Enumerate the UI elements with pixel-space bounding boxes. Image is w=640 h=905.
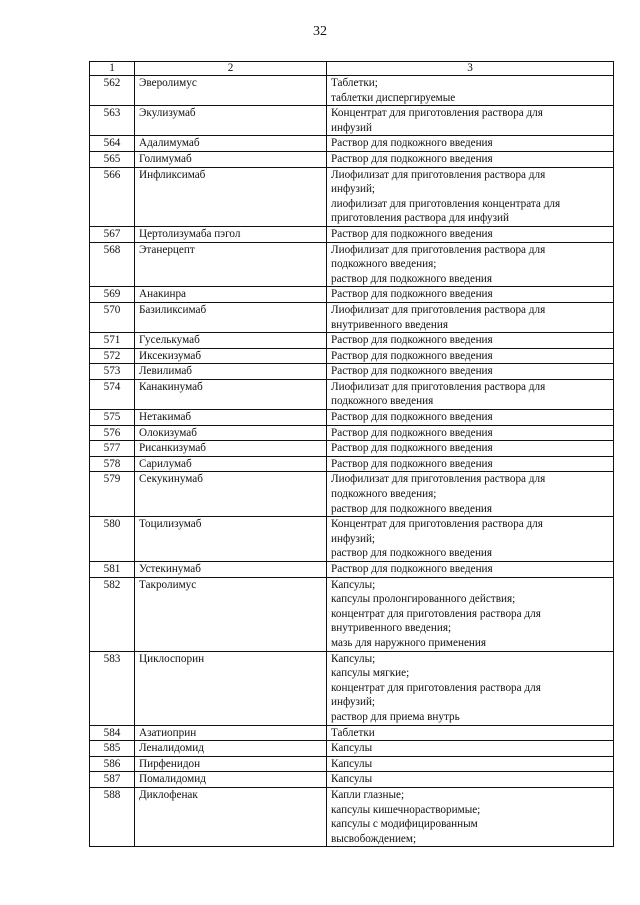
table-row xyxy=(90,242,614,287)
row-number: 586 xyxy=(90,756,135,772)
dosage-form-line: Лиофилизат для приготовления раствора для xyxy=(331,303,546,316)
row-number: 583 xyxy=(90,651,135,725)
table-body xyxy=(90,76,614,847)
dosage-form-line: капсулы пролонгированного действия; xyxy=(331,593,516,606)
dosage-forms xyxy=(327,441,614,457)
drug-name: Диклофенак xyxy=(135,787,327,846)
page-number: 32 xyxy=(313,24,327,39)
dosage-form-line: подкожного введения xyxy=(331,395,434,408)
dosage-forms xyxy=(327,410,614,426)
table-row xyxy=(90,287,614,303)
dosage-forms xyxy=(327,472,614,517)
drug-name: Анакинра xyxy=(135,287,327,303)
dosage-forms xyxy=(327,333,614,349)
drug-name: Пирфенидон xyxy=(135,756,327,772)
dosage-form-line: Таблетки; xyxy=(331,77,378,89)
drug-name: Адалимумаб xyxy=(135,136,327,152)
dosage-form-line: раствор для подкожного введения xyxy=(331,547,493,560)
drug-name: Канакинумаб xyxy=(135,379,327,409)
drug-name: Циклоспорин xyxy=(135,651,327,725)
dosage-form-line: Раствор для подкожного введения xyxy=(331,152,493,165)
dosage-forms xyxy=(327,741,614,757)
dosage-form-line: капсулы с модифицированным xyxy=(331,818,478,831)
drug-name: Леналидомид xyxy=(135,741,327,757)
table-row xyxy=(90,577,614,651)
dosage-form-line: Раствор для подкожного введения xyxy=(331,288,493,301)
dosage-forms xyxy=(327,787,614,846)
table-row xyxy=(90,348,614,364)
drug-name: Голимумаб xyxy=(135,151,327,167)
table-row xyxy=(90,472,614,517)
row-number: 582 xyxy=(90,577,135,651)
dosage-forms xyxy=(327,302,614,332)
drug-name: Сарилумаб xyxy=(135,456,327,472)
dosage-forms xyxy=(327,756,614,772)
column-header-number: 1 xyxy=(90,62,135,76)
row-number: 564 xyxy=(90,136,135,152)
row-number: 563 xyxy=(90,106,135,136)
dosage-form-line: Концентрат для приготовления раствора для xyxy=(331,107,543,120)
table-row xyxy=(90,725,614,741)
dosage-forms xyxy=(327,226,614,242)
dosage-forms xyxy=(327,425,614,441)
dosage-form-line: Раствор для подкожного введения xyxy=(331,349,493,362)
row-number: 567 xyxy=(90,226,135,242)
dosage-form-line: Раствор для подкожного введения xyxy=(331,137,493,150)
drug-name: Левилимаб xyxy=(135,364,327,380)
column-header-name: 2 xyxy=(135,62,327,76)
dosage-form-line: концентрат для приготовления раствора для xyxy=(331,607,541,620)
dosage-form-line: Раствор для подкожного введения xyxy=(331,334,493,347)
drug-name: Эверолимус xyxy=(135,76,327,106)
dosage-form-line: Раствор для подкожного введения xyxy=(331,365,493,378)
dosage-form-line: концентрат для приготовления раствора для xyxy=(331,681,541,694)
dosage-form-line: высвобождением; xyxy=(331,832,417,845)
drug-name: Нетакимаб xyxy=(135,410,327,426)
drug-name: Тоцилизумаб xyxy=(135,517,327,562)
dosage-form-line: Лиофилизат для приготовления раствора для xyxy=(331,473,546,486)
row-number: 577 xyxy=(90,441,135,457)
dosage-form-line: мазь для наружного применения xyxy=(331,636,487,649)
table-header-row xyxy=(90,62,614,76)
dosage-form-line: внутривенного введения xyxy=(331,318,449,331)
table-row xyxy=(90,333,614,349)
dosage-form-line: капсулы кишечнорастворимые; xyxy=(331,803,481,816)
table-row xyxy=(90,106,614,136)
table-row xyxy=(90,756,614,772)
dosage-form-line: Концентрат для приготовления раствора для xyxy=(331,518,543,531)
dosage-forms xyxy=(327,577,614,651)
dosage-form-line: Раствор для подкожного введения xyxy=(331,563,493,575)
dosage-form-line: Капли глазные; xyxy=(331,788,405,801)
dosage-form-line: инфузий; xyxy=(331,696,376,709)
dosage-form-line: Капсулы xyxy=(331,773,373,786)
drug-name: Рисанкизумаб xyxy=(135,441,327,457)
dosage-forms xyxy=(327,725,614,741)
dosage-form-line: Лиофилизат для приготовления раствора для xyxy=(331,380,546,393)
dosage-forms xyxy=(327,379,614,409)
dosage-forms xyxy=(327,167,614,226)
drug-name: Такролимус xyxy=(135,577,327,651)
drug-name: Иксекизумаб xyxy=(135,348,327,364)
row-number: 580 xyxy=(90,517,135,562)
table-row xyxy=(90,364,614,380)
drug-name: Азатиоприн xyxy=(135,725,327,741)
dosage-form-line: приготовления раствора для инфузий xyxy=(331,212,509,225)
row-number: 581 xyxy=(90,562,135,578)
table-row xyxy=(90,425,614,441)
table-row xyxy=(90,379,614,409)
drug-name: Устекинумаб xyxy=(135,562,327,578)
dosage-form-line: лиофилизат для приготовления концентрата для xyxy=(331,197,561,210)
dosage-form-line: капсулы мягкие; xyxy=(331,667,410,680)
table-row xyxy=(90,410,614,426)
table-row xyxy=(90,76,614,106)
row-number: 585 xyxy=(90,741,135,757)
row-number: 562 xyxy=(90,76,135,106)
row-number: 572 xyxy=(90,348,135,364)
dosage-form-line: Капсулы xyxy=(331,742,373,755)
dosage-forms xyxy=(327,151,614,167)
dosage-form-line: раствор для приема внутрь xyxy=(331,710,460,723)
dosage-form-line: Лиофилизат для приготовления раствора для xyxy=(331,243,546,256)
row-number: 565 xyxy=(90,151,135,167)
dosage-forms xyxy=(327,348,614,364)
row-number: 578 xyxy=(90,456,135,472)
row-number: 587 xyxy=(90,772,135,788)
row-number: 570 xyxy=(90,302,135,332)
row-number: 588 xyxy=(90,787,135,846)
dosage-forms xyxy=(327,136,614,152)
dosage-form-line: Раствор для подкожного введения xyxy=(331,442,493,455)
table-row xyxy=(90,302,614,332)
dosage-form-line: внутривенного введения; xyxy=(331,622,452,635)
dosage-forms xyxy=(327,651,614,725)
dosage-form-line: Раствор для подкожного введения xyxy=(331,426,493,439)
dosage-forms xyxy=(327,456,614,472)
dosage-form-line: подкожного введения; xyxy=(331,488,437,501)
row-number: 566 xyxy=(90,167,135,226)
table-row xyxy=(90,226,614,242)
dosage-form-line: инфузий; xyxy=(331,183,376,196)
dosage-form-line: Капсулы; xyxy=(331,652,376,665)
dosage-form-line: Лиофилизат для приготовления раствора для xyxy=(331,168,546,181)
dosage-form-line: инфузий xyxy=(331,121,372,134)
drug-name: Экулизумаб xyxy=(135,106,327,136)
dosage-form-line: Капсулы xyxy=(331,757,373,770)
row-number: 576 xyxy=(90,425,135,441)
drug-table xyxy=(89,61,614,847)
drug-name: Инфликсимаб xyxy=(135,167,327,226)
row-number: 568 xyxy=(90,242,135,287)
table-row xyxy=(90,651,614,725)
row-number: 584 xyxy=(90,725,135,741)
dosage-forms xyxy=(327,517,614,562)
row-number: 574 xyxy=(90,379,135,409)
drug-name: Помалидомид xyxy=(135,772,327,788)
dosage-forms xyxy=(327,364,614,380)
dosage-forms xyxy=(327,106,614,136)
drug-name: Этанерцепт xyxy=(135,242,327,287)
row-number: 571 xyxy=(90,333,135,349)
table-row xyxy=(90,136,614,152)
dosage-form-line: инфузий; xyxy=(331,532,376,545)
table-row xyxy=(90,517,614,562)
dosage-form-line: таблетки диспергируемые xyxy=(331,91,456,104)
drug-name: Гуселькумаб xyxy=(135,333,327,349)
drug-name: Олокизумаб xyxy=(135,425,327,441)
drug-name: Цертолизумаба пэгол xyxy=(135,226,327,242)
dosage-form-line: раствор для подкожного введения xyxy=(331,502,493,515)
table-row xyxy=(90,772,614,788)
table-row xyxy=(90,787,614,846)
row-number: 575 xyxy=(90,410,135,426)
dosage-form-line: подкожного введения; xyxy=(331,258,437,271)
table-row xyxy=(90,456,614,472)
row-number: 573 xyxy=(90,364,135,380)
dosage-forms xyxy=(327,287,614,303)
dosage-form-line: Капсулы; xyxy=(331,578,376,591)
row-number: 579 xyxy=(90,472,135,517)
dosage-form-line: Раствор для подкожного введения xyxy=(331,411,493,424)
drug-name: Базиликсимаб xyxy=(135,302,327,332)
dosage-form-line: раствор для подкожного введения xyxy=(331,272,493,285)
table-row xyxy=(90,562,614,578)
dosage-forms xyxy=(327,562,614,578)
table-row xyxy=(90,167,614,226)
table-row xyxy=(90,151,614,167)
dosage-form-line: Раствор для подкожного введения xyxy=(331,457,493,470)
dosage-form-line: Раствор для подкожного введения xyxy=(331,227,493,240)
dosage-form-line: Таблетки xyxy=(331,726,375,739)
dosage-forms xyxy=(327,76,614,106)
dosage-forms xyxy=(327,772,614,788)
dosage-forms xyxy=(327,242,614,287)
row-number: 569 xyxy=(90,287,135,303)
table-row xyxy=(90,441,614,457)
drug-name: Секукинумаб xyxy=(135,472,327,517)
column-header-forms: 3 xyxy=(327,62,614,76)
table-row xyxy=(90,741,614,757)
